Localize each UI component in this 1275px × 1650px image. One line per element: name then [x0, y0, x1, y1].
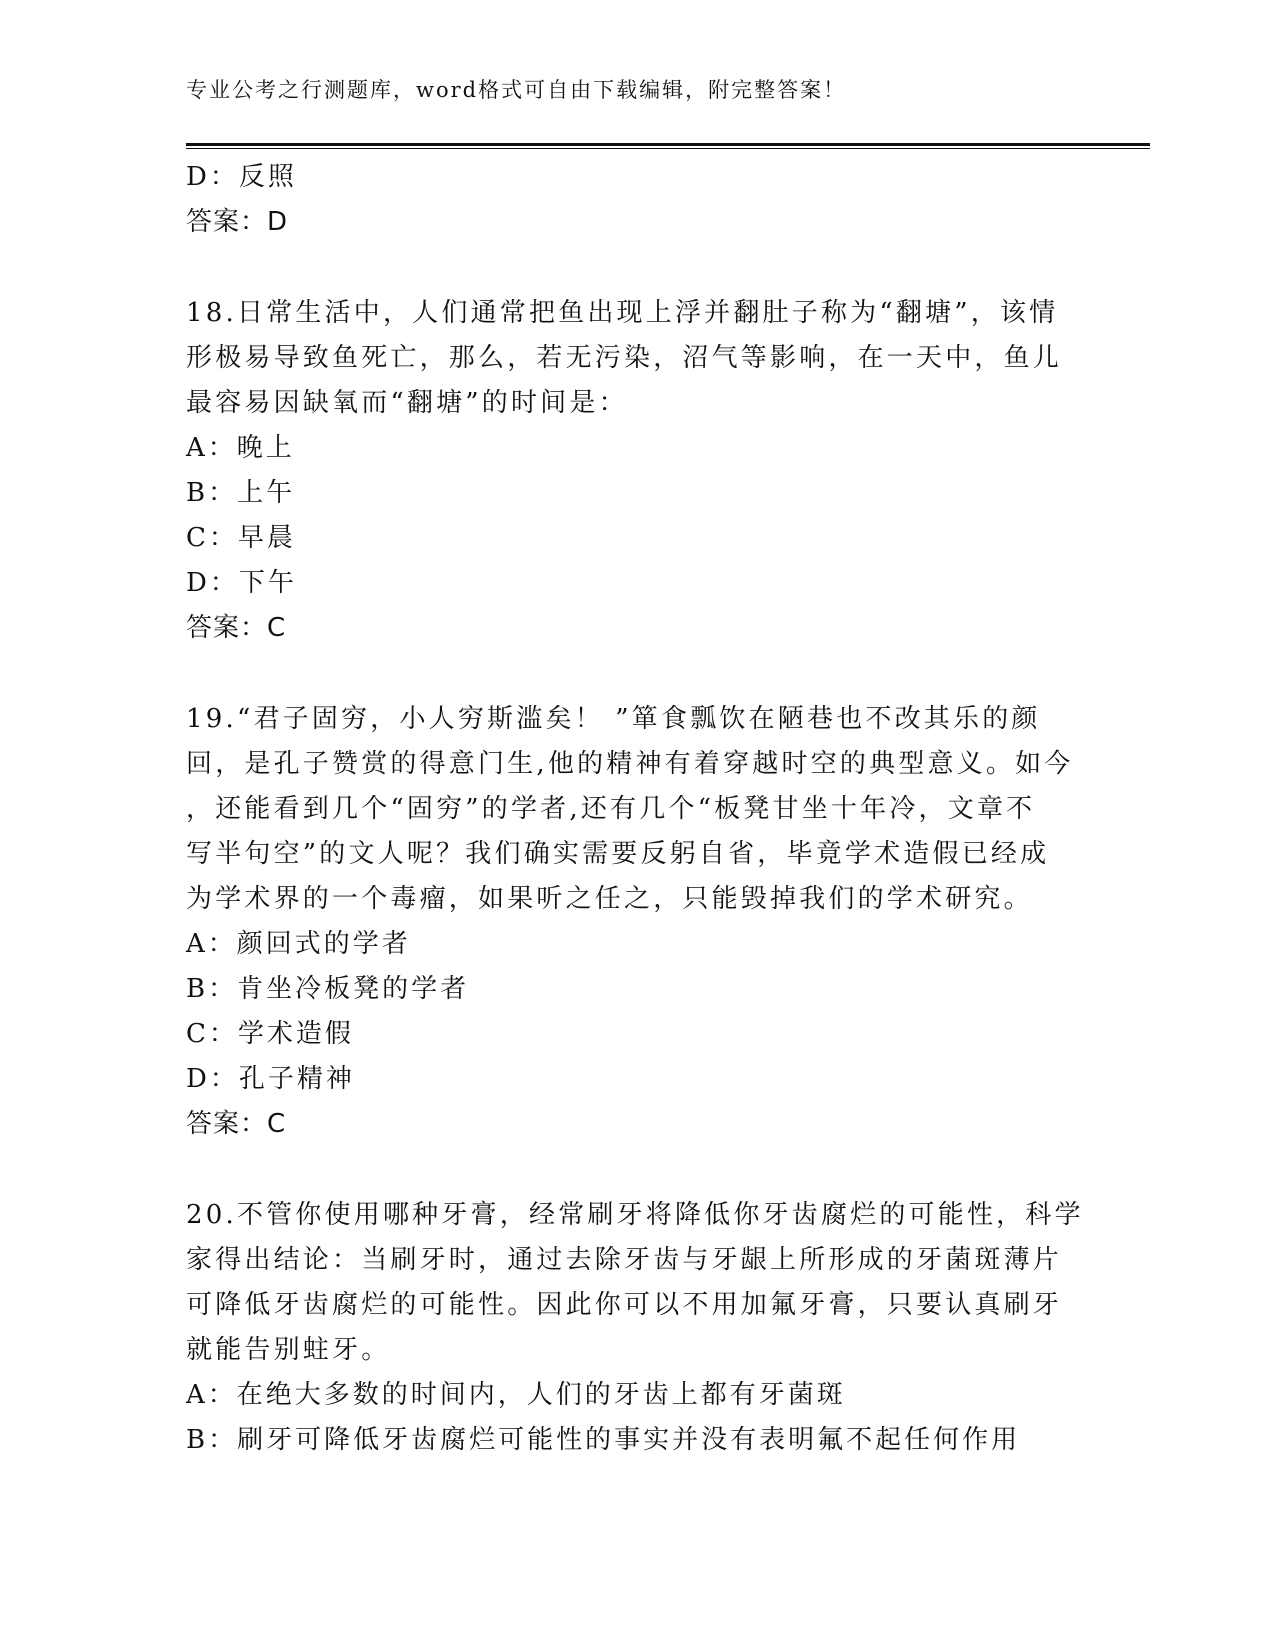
header-divider: [186, 143, 1150, 149]
option-a: A：在绝大多数的时间内，人们的牙齿上都有牙菌斑: [186, 1380, 846, 1410]
question-text-line: 19.“君子固穷，小人穷斯滥矣！ ”箪食瓢饮在陋巷也不改其乐的颜: [186, 704, 1041, 734]
option-d: D：下午: [186, 568, 297, 598]
page-header: 专业公考之行测题库，word格式可自由下载编辑，附完整答案！: [186, 78, 847, 102]
question-text-line: 家得出结论：当刷牙时，通过去除牙齿与牙龈上所形成的牙菌斑薄片: [186, 1245, 1063, 1275]
question-text-line: 为学术界的一个毒瘤，如果听之任之，只能毁掉我们的学术研究。: [186, 884, 1033, 914]
option-a: A：颜回式的学者: [186, 929, 411, 959]
option-a: A：晚上: [186, 433, 295, 463]
option-b: B：肯坐冷板凳的学者: [186, 974, 470, 1004]
option-b: B：刷牙可降低牙齿腐烂可能性的事实并没有表明氟不起任何作用: [186, 1425, 1021, 1455]
question-text-line: 形极易导致鱼死亡，那么，若无污染，沼气等影响，在一天中，鱼儿: [186, 343, 1063, 373]
option-c: C：学术造假: [186, 1019, 354, 1049]
question-text-line: 写半句空”的文人呢？我们确实需要反躬自省，毕竟学术造假已经成: [186, 839, 1050, 869]
option-d: D：孔子精神: [186, 1064, 355, 1094]
answer: 答案：C: [186, 1109, 287, 1139]
question-text-line: 18.日常生活中，人们通常把鱼出现上浮并翻肚子称为“翻塘”，该情: [186, 298, 1059, 328]
question-text-line: 可降低牙齿腐烂的可能性。因此你可以不用加氟牙膏，只要认真刷牙: [186, 1290, 1063, 1320]
question-text-line: 回，是孔子赞赏的得意门生,他的精神有着穿越时空的典型意义。如今: [186, 749, 1074, 779]
question-text-line: 20.不管你使用哪种牙膏，经常刷牙将降低你牙齿腐烂的可能性，科学: [186, 1200, 1084, 1230]
spacer: [186, 245, 1066, 291]
option-d: D：反照: [186, 162, 297, 192]
option-c: C：早晨: [186, 523, 296, 553]
spacer: [186, 1147, 1066, 1193]
question-20: [186, 1193, 1084, 1373]
question-18: [186, 291, 1066, 426]
question-text-line: 最容易因缺氧而“翻塘”的时间是：: [186, 388, 628, 418]
question-19: [186, 697, 1074, 922]
document-body: [186, 155, 1084, 1463]
answer: 答案：D: [186, 207, 289, 237]
spacer: [186, 651, 1066, 697]
question-text-line: ，还能看到几个“固穷”的学者,还有几个“板凳甘坐十年冷，文章不: [186, 794, 1036, 824]
question-text-line: 就能告别蛀牙。: [186, 1335, 391, 1365]
option-b: B：上午: [186, 478, 296, 508]
answer: 答案：C: [186, 613, 287, 643]
